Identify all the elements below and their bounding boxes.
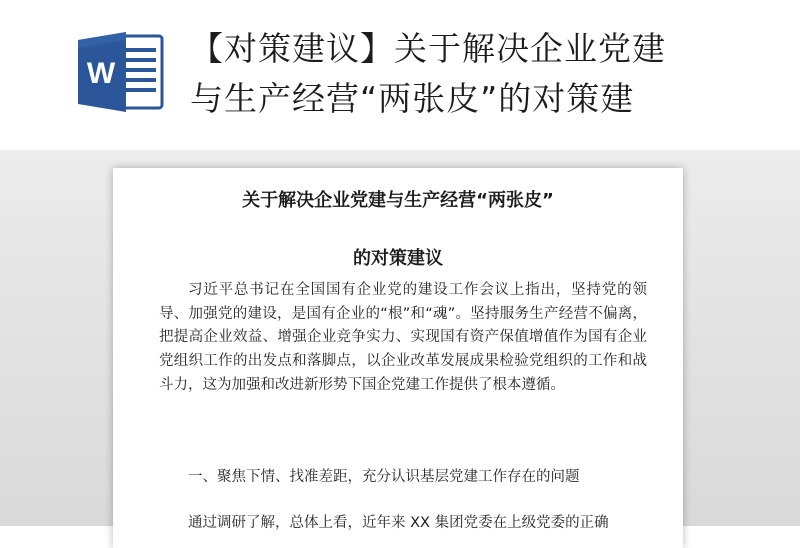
svg-text:W: W [86, 57, 116, 90]
banner-title-line-1: 【对策建议】关于解决企业党建 [190, 29, 666, 68]
word-document-icon [76, 30, 166, 114]
body-paragraph: 习近平总书记在全国国有企业党的建设工作会议上指出，坚持党的领导、加强党的建设，是国有企业的“根”和“魂”。坚持服务生产经营不偏离，把提高企业效益、增强企业竞争实力、实现国有资产保值增值作为国有企业党组织工作的出发点和落脚点，以企业改革发展成果检验党组织的工作和战斗力，这为加强和改进新形势下国企党建工作提供了根本遵循。 [159, 282, 647, 393]
section-heading: 一、聚焦下情、找准差距，充分认识基层党建工作存在的问题 [188, 469, 580, 485]
document-title-line-1: 关于解决企业党建与生产经营“两张皮” [242, 190, 554, 211]
banner-title-line-2: 与生产经营“两张皮”的对策建 [190, 79, 635, 118]
banner-title [190, 24, 790, 124]
document-title-line-2: 的对策建议 [353, 248, 443, 269]
body-paragraph-partial: 通过调研了解，总体上看，近年来 XX 集团党委在上级党委的正确 [188, 515, 609, 531]
banner [0, 0, 800, 150]
document-page [113, 168, 683, 548]
